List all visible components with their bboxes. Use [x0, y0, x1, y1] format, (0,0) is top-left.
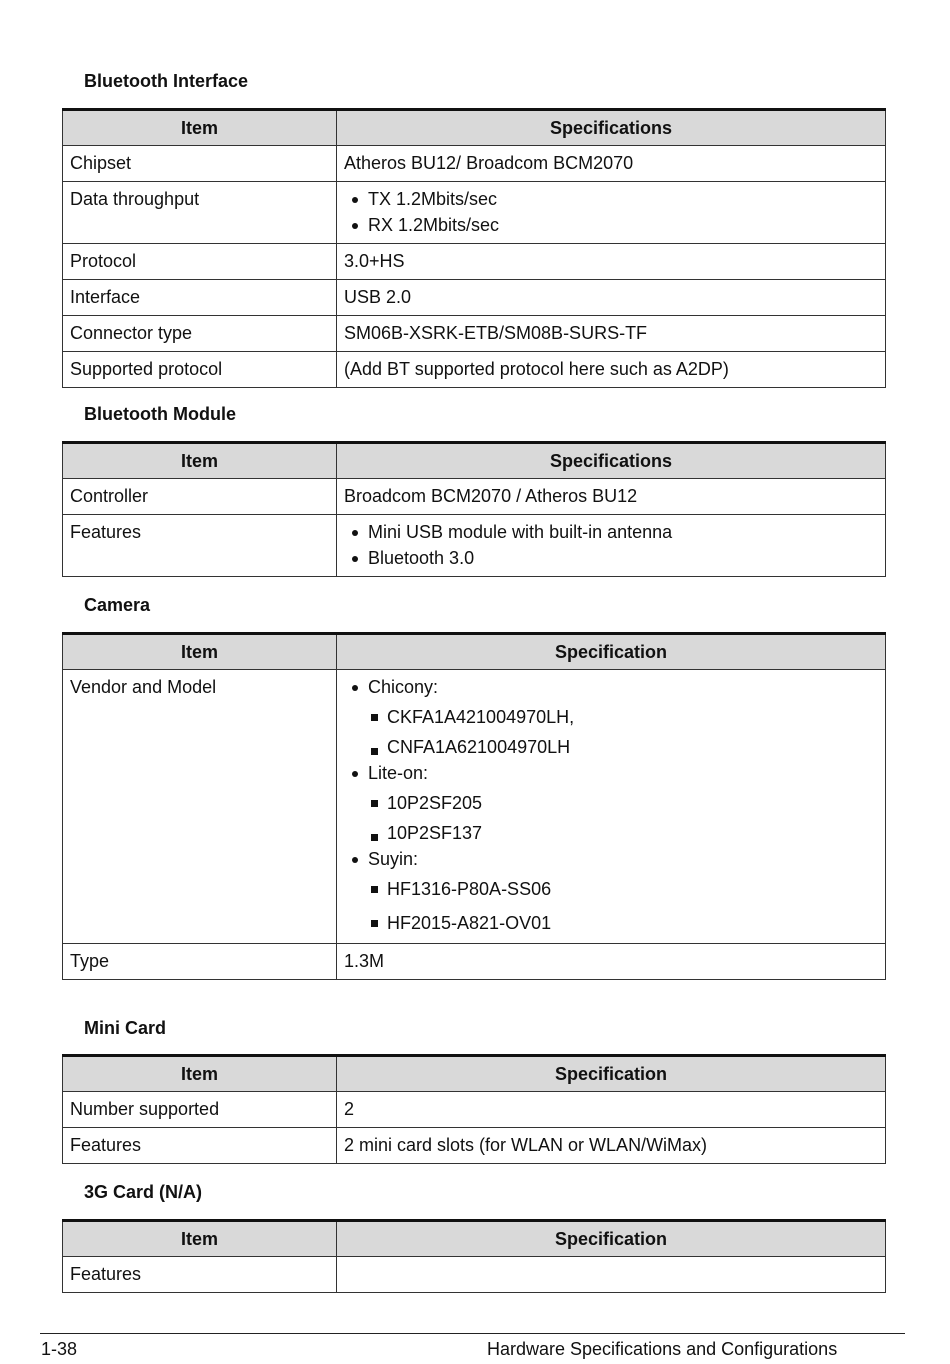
row-item: Number supported — [63, 1092, 337, 1128]
bullet-item: Bluetooth 3.0 — [344, 545, 878, 571]
header-specification: Specification — [337, 1221, 886, 1257]
table-row — [63, 670, 886, 944]
model-bullet: HF2015-A821-OV01 — [344, 906, 878, 940]
table-row — [63, 944, 886, 980]
header-specification: Specification — [337, 634, 886, 670]
table-row — [63, 515, 886, 577]
bullet-item: RX 1.2Mbits/sec — [344, 212, 878, 238]
table-row — [63, 479, 886, 515]
section-title-bluetooth-interface: Bluetooth Interface — [84, 71, 249, 91]
row-spec: SM06B-XSRK-ETB/SM08B-SURS-TF — [337, 316, 886, 352]
table-row — [63, 280, 886, 316]
row-item: Interface — [63, 280, 337, 316]
table-row — [63, 244, 886, 280]
header-specifications: Specifications — [337, 110, 886, 146]
table-row — [63, 1128, 886, 1164]
footer-divider — [40, 1333, 905, 1334]
chapter-title: Hardware Specifications and Configurations — [487, 1339, 838, 1359]
row-item: Features — [63, 515, 337, 577]
header-item: Item — [63, 1221, 337, 1257]
row-item: Protocol — [63, 244, 337, 280]
row-spec — [337, 1257, 886, 1293]
section-title-camera: Camera — [84, 595, 151, 615]
table-row — [63, 352, 886, 388]
row-item: Supported protocol — [63, 352, 337, 388]
table-row — [63, 1092, 886, 1128]
row-item: Features — [63, 1128, 337, 1164]
camera-table — [62, 632, 886, 980]
table-row — [63, 1257, 886, 1293]
header-specifications: Specifications — [337, 443, 886, 479]
table-row — [63, 146, 886, 182]
table-header-row — [63, 443, 886, 479]
header-item: Item — [63, 110, 337, 146]
vendor-bullet: Chicony: — [344, 674, 878, 700]
bullet-item: TX 1.2Mbits/sec — [344, 186, 878, 212]
header-item: Item — [63, 1056, 337, 1092]
row-spec: 2 mini card slots (for WLAN or WLAN/WiMax) — [337, 1128, 886, 1164]
page-number: 1-38 — [41, 1339, 78, 1359]
row-spec: USB 2.0 — [337, 280, 886, 316]
section-title-3g-card: 3G Card (N/A) — [84, 1182, 203, 1202]
row-spec — [337, 670, 886, 944]
row-item: Type — [63, 944, 337, 980]
mini-card-table — [62, 1054, 886, 1164]
row-spec: 1.3M — [337, 944, 886, 980]
bullet-item: Mini USB module with built-in antenna — [344, 519, 878, 545]
bluetooth-interface-table — [62, 108, 886, 388]
bluetooth-module-table — [62, 441, 886, 577]
row-spec — [337, 182, 886, 244]
vendor-bullet: Lite-on: — [344, 760, 878, 786]
section-title-bluetooth-module: Bluetooth Module — [84, 404, 236, 424]
row-spec: (Add BT supported protocol here such as A2DP) — [337, 352, 886, 388]
3g-card-table — [62, 1219, 886, 1293]
table-header-row — [63, 1221, 886, 1257]
model-bullet: 10P2SF137 — [344, 820, 878, 846]
table-row — [63, 182, 886, 244]
row-spec: 2 — [337, 1092, 886, 1128]
row-item: Features — [63, 1257, 337, 1293]
row-spec: 3.0+HS — [337, 244, 886, 280]
table-header-row — [63, 1056, 886, 1092]
header-item: Item — [63, 443, 337, 479]
vendor-bullet: Suyin: — [344, 846, 878, 872]
row-spec: Broadcom BCM2070 / Atheros BU12 — [337, 479, 886, 515]
header-item: Item — [63, 634, 337, 670]
model-bullet: CNFA1A621004970LH — [344, 734, 878, 760]
model-bullet: HF1316-P80A-SS06 — [344, 872, 878, 906]
row-spec: Atheros BU12/ Broadcom BCM2070 — [337, 146, 886, 182]
table-row — [63, 316, 886, 352]
model-bullet: 10P2SF205 — [344, 786, 878, 820]
row-item: Data throughput — [63, 182, 337, 244]
row-item: Connector type — [63, 316, 337, 352]
row-item: Vendor and Model — [63, 670, 337, 944]
table-header-row — [63, 634, 886, 670]
section-title-mini-card: Mini Card — [84, 1018, 167, 1038]
header-specification: Specification — [337, 1056, 886, 1092]
model-bullet: CKFA1A421004970LH, — [344, 700, 878, 734]
row-item: Controller — [63, 479, 337, 515]
table-header-row — [63, 110, 886, 146]
row-item: Chipset — [63, 146, 337, 182]
row-spec — [337, 515, 886, 577]
